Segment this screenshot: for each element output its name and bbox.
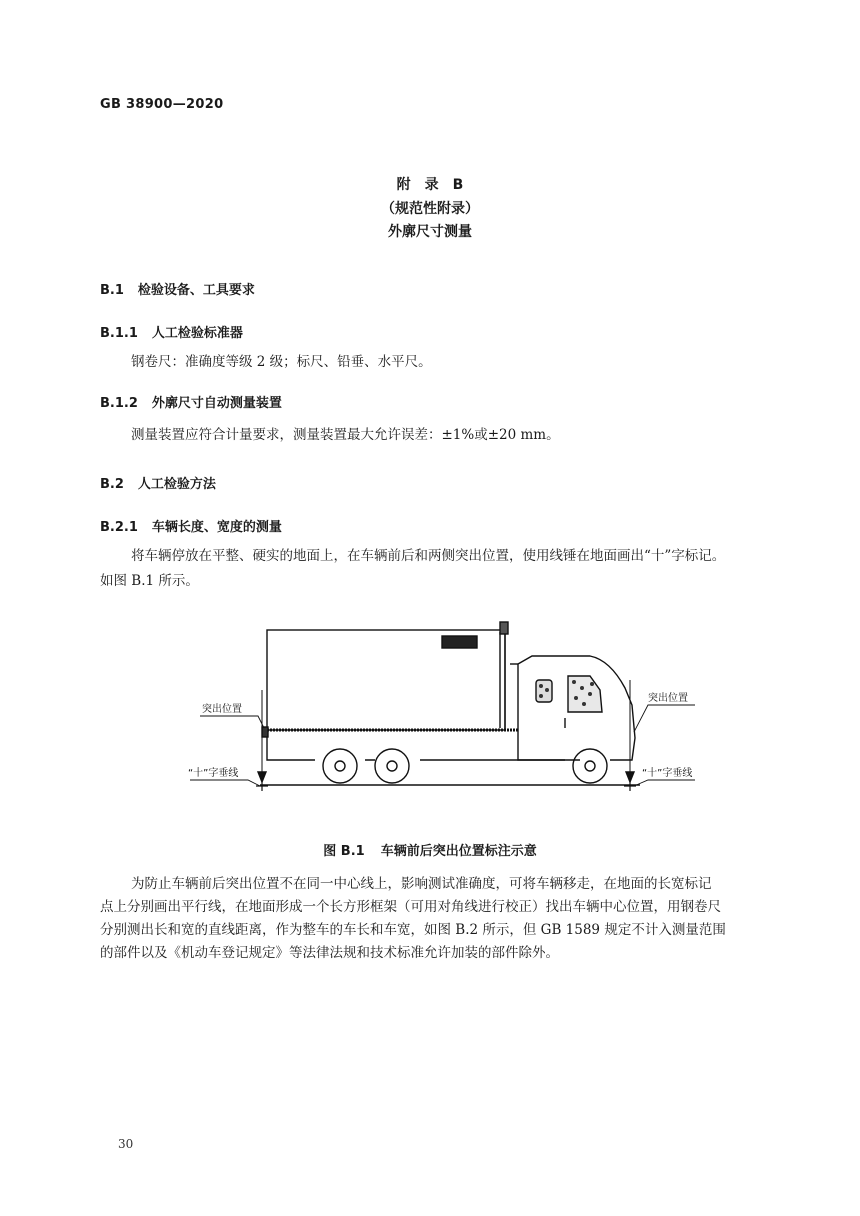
section-number: B.1 (100, 283, 124, 298)
front-plumb-label: “十”字垂线 (642, 768, 693, 779)
cab-side-window (536, 680, 552, 702)
rear-plumb-leader (190, 780, 260, 786)
front-plumb-bob (626, 772, 634, 782)
rear-protrusion-label: 突出位置 (202, 704, 242, 715)
figure-b1-truck-diagram (170, 620, 710, 800)
appendix-title: 附 录 B (396, 177, 464, 193)
truck-frame (267, 730, 580, 760)
closing-paragraph-line3: 分别测出长和宽的直线距离，作为整车的车长和车宽，如图 B.2 所示，但 GB 1589 规定不计入测量范围 (100, 922, 726, 938)
section-b2-heading (100, 473, 216, 492)
standard-number-header: GB 38900—2020 (100, 97, 224, 112)
appendix-type: （规范性附录） (381, 201, 479, 217)
figure-title: 车辆前后突出位置标注示意 (380, 844, 537, 859)
front-protrusion-label: 突出位置 (648, 693, 688, 704)
appendix-name: 外廓尺寸测量 (388, 224, 472, 240)
section-b12-text: 测量装置应符合计量要求，测量装置最大允许误差：±1%或±20 mm。 (131, 427, 560, 443)
section-number: B.2 (100, 477, 124, 492)
front-protrusion-leader (634, 705, 695, 732)
closing-paragraph-line1: 为防止车辆前后突出位置不在同一中心线上，影响测试准确度，可将车辆移走，在地面的长宽标记 (131, 876, 712, 892)
page-number: 30 (118, 1137, 134, 1151)
section-title: 车辆长度、宽度的测量 (151, 520, 282, 535)
section-title: 检验设备、工具要求 (137, 283, 255, 298)
section-b1-heading (100, 279, 255, 298)
rear-wheels (323, 749, 409, 783)
section-b11-heading (100, 322, 243, 341)
section-title: 外廓尺寸自动测量装置 (151, 396, 282, 411)
rear-plumb-label: “十”字垂线 (188, 768, 239, 779)
section-title: 人工检验标准器 (151, 326, 243, 341)
box-vent (442, 636, 477, 648)
section-number: B.1.1 (100, 326, 138, 341)
section-number: B.2.1 (100, 520, 138, 535)
closing-paragraph-line2: 点上分别画出平行线，在地面形成一个长方形框架（可用对角线进行校正）找出车辆中心位置，用钢卷尺 (100, 899, 721, 915)
front-wheel (573, 749, 607, 783)
front-plumb-leader (634, 780, 695, 786)
section-b11-text: 钢卷尺：准确度等级 2 级；标尺、铅垂、水平尺。 (131, 354, 432, 370)
section-title: 人工检验方法 (137, 477, 216, 492)
closing-paragraph-line4: 的部件以及《机动车登记规定》等法律法规和技术标准允许加装的部件除外。 (100, 945, 559, 961)
section-number: B.1.2 (100, 396, 138, 411)
figure-caption (0, 840, 860, 859)
figure-number: 图 B.1 (323, 844, 365, 859)
section-b21-text-line2: 如图 B.1 所示。 (100, 573, 199, 589)
section-b12-heading (100, 392, 282, 411)
rear-protrusion-leader (200, 716, 264, 728)
section-b21-text-line1: 将车辆停放在平整、硬实的地面上，在车辆前后和两侧突出位置，使用线锤在地面画出“十”字标记。 (131, 548, 726, 564)
rear-plumb-bob (258, 772, 266, 782)
section-b21-heading (100, 516, 282, 535)
